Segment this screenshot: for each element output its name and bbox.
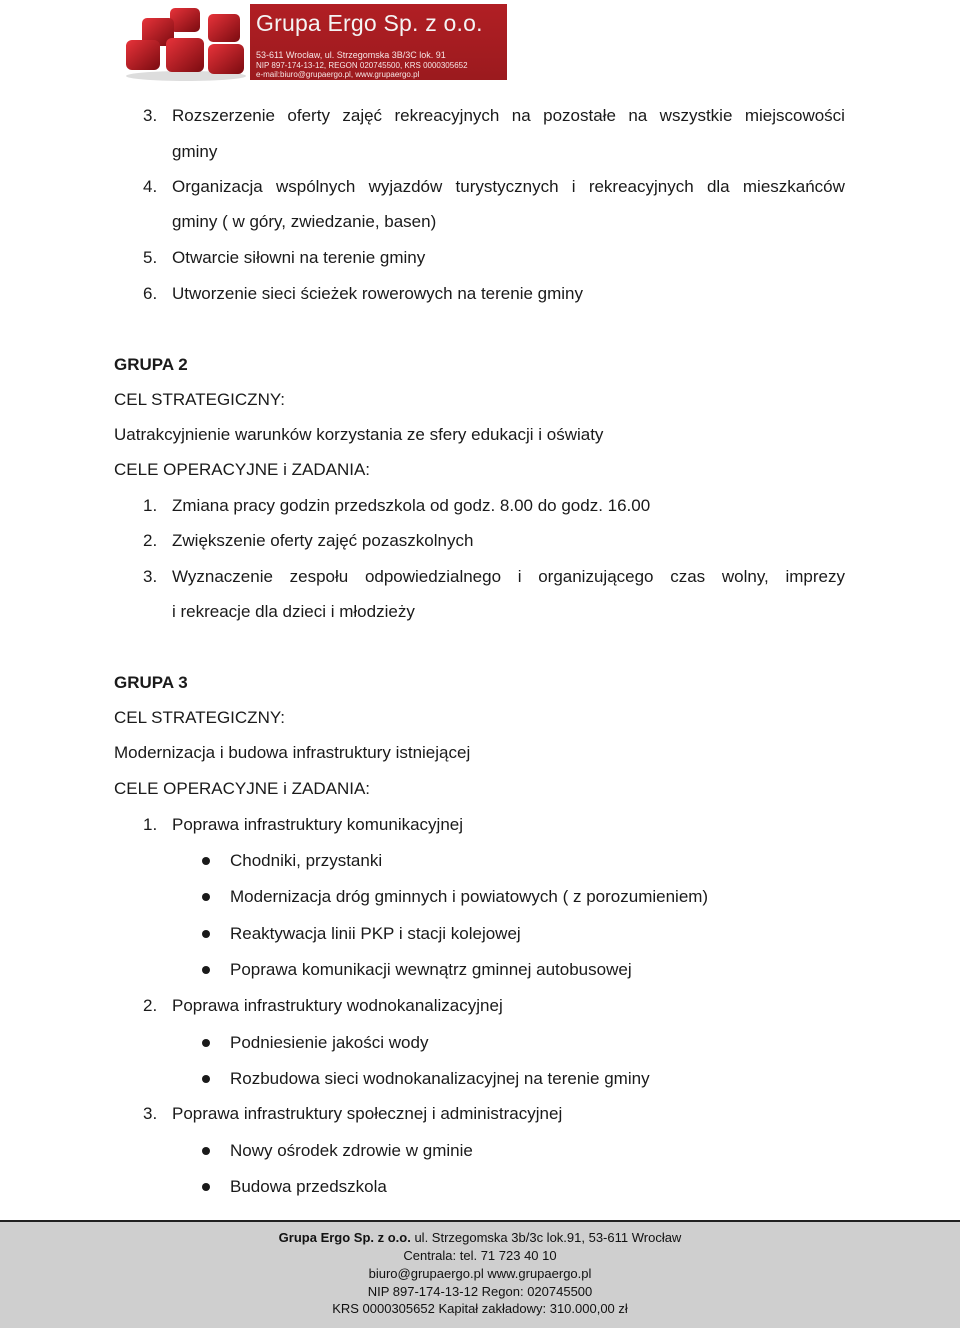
logo-company-name: Grupa Ergo Sp. z o.o. bbox=[256, 10, 483, 36]
word: oferty bbox=[287, 106, 330, 125]
group-heading: GRUPA 3 bbox=[114, 673, 188, 692]
footer-phone: Centrala: tel. 71 723 40 10 bbox=[403, 1248, 557, 1263]
word: imprezy bbox=[785, 567, 845, 586]
bullet-icon bbox=[202, 930, 210, 938]
word: wolny, bbox=[721, 567, 769, 586]
operational-goals-label: CELE OPERACYJNE i ZADANIA: bbox=[114, 460, 371, 479]
list-item-number: 2. bbox=[143, 531, 158, 550]
bullet-item: Budowa przedszkola bbox=[230, 1177, 387, 1196]
list-item-line bbox=[172, 567, 845, 587]
word: zespołu bbox=[289, 567, 349, 586]
word: organizującego bbox=[538, 567, 654, 586]
word: na bbox=[628, 106, 648, 125]
footer-nip: NIP 897-174-13-12 Regon: 020745500 bbox=[367, 1284, 593, 1299]
list-item-continuation: gminy bbox=[172, 142, 218, 161]
word: zajęć bbox=[342, 106, 383, 125]
bullet-item: Poprawa komunikacji wewnątrz gminnej autobusowej bbox=[230, 960, 632, 979]
word: miejscowości bbox=[744, 106, 845, 125]
list-item-line bbox=[172, 106, 845, 126]
bullet-item: Podniesienie jakości wody bbox=[230, 1033, 429, 1052]
list-item-continuation: gminy ( w góry, zwiedzanie, basen) bbox=[172, 212, 437, 231]
footer-company-line bbox=[0, 1230, 960, 1246]
word: wyjazdów bbox=[368, 177, 443, 196]
list-item-line bbox=[172, 177, 845, 197]
bullet-item: Reaktywacja linii PKP i stacji kolejowej bbox=[230, 924, 521, 943]
red-cubes-logo-icon bbox=[122, 4, 250, 82]
bullet-icon bbox=[202, 893, 210, 901]
word: Wyznaczenie bbox=[172, 567, 273, 586]
list-item-text: Zmiana pracy godzin przedszkola od godz. 8.00 do godz. 16.00 bbox=[172, 496, 651, 515]
strategic-goal-label: CEL STRATEGICZNY: bbox=[114, 390, 285, 409]
list-item-number: 3. bbox=[143, 106, 158, 125]
list-item-text: Otwarcie siłowni na terenie gminy bbox=[172, 248, 426, 267]
bullet-icon bbox=[202, 966, 210, 974]
logo-address: 53-611 Wrocław, ul. Strzegomska 3B/3C lok. 91 bbox=[256, 50, 446, 60]
word: rekreacyjnych bbox=[588, 177, 694, 196]
word: wszystkie bbox=[659, 106, 733, 125]
bullet-icon bbox=[202, 1147, 210, 1155]
page-footer bbox=[0, 1220, 960, 1328]
bullet-item: Chodniki, przystanki bbox=[230, 851, 383, 870]
bullet-icon bbox=[202, 1039, 210, 1047]
word: i bbox=[517, 567, 522, 586]
footer-krs: KRS 0000305652 Kapitał zakładowy: 310.000,00 zł bbox=[332, 1301, 628, 1316]
word: Organizacja bbox=[172, 177, 263, 196]
word: na bbox=[511, 106, 531, 125]
bullet-icon bbox=[202, 1183, 210, 1191]
word: pozostałe bbox=[543, 106, 616, 125]
list-item-text: Poprawa infrastruktury wodnokanalizacyjnej bbox=[172, 996, 503, 1015]
bullet-icon bbox=[202, 1075, 210, 1083]
word: odpowiedzialnego bbox=[364, 567, 502, 586]
footer-web: biuro@grupaergo.pl www.grupaergo.pl bbox=[368, 1266, 592, 1281]
list-item-number: 4. bbox=[143, 177, 158, 196]
word: rekreacyjnych bbox=[394, 106, 500, 125]
word: turystycznych bbox=[455, 177, 559, 196]
list-item-number: 6. bbox=[143, 284, 158, 303]
list-item-number: 3. bbox=[143, 1104, 158, 1123]
word: dla bbox=[706, 177, 730, 196]
bullet-item: Modernizacja dróg gminnych i powiatowych ( z porozumieniem) bbox=[230, 887, 709, 906]
logo-contact: e-mail:biuro@grupaergo.pl, www.grupaergo.pl bbox=[256, 70, 420, 79]
list-item-text: Utworzenie sieci ścieżek rowerowych na terenie gminy bbox=[172, 284, 583, 303]
list-item-number: 1. bbox=[143, 496, 158, 515]
operational-goals-label: CELE OPERACYJNE i ZADANIA: bbox=[114, 779, 371, 798]
strategic-goal-text: Modernizacja i budowa infrastruktury istniejącej bbox=[114, 743, 471, 762]
word: i bbox=[571, 177, 576, 196]
group-heading: GRUPA 2 bbox=[114, 355, 188, 374]
word: czas bbox=[670, 567, 706, 586]
list-item-number: 2. bbox=[143, 996, 158, 1015]
footer-company-name: Grupa Ergo Sp. z o.o. bbox=[278, 1230, 411, 1245]
list-item-number: 1. bbox=[143, 815, 158, 834]
list-item-number: 5. bbox=[143, 248, 158, 267]
bullet-icon bbox=[202, 857, 210, 865]
list-item-number: 3. bbox=[143, 567, 158, 586]
logo-registry: NIP 897-174-13-12, REGON 020745500, KRS 0000305652 bbox=[256, 61, 468, 70]
strategic-goal-label: CEL STRATEGICZNY: bbox=[114, 708, 285, 727]
footer-address: ul. Strzegomska 3b/3c lok.91, 53-611 Wrocław bbox=[410, 1230, 682, 1245]
word: Rozszerzenie bbox=[172, 106, 275, 125]
word: mieszkańców bbox=[742, 177, 845, 196]
bullet-item: Nowy ośrodek zdrowie w gminie bbox=[230, 1141, 473, 1160]
logo-banner bbox=[250, 4, 507, 80]
list-item-continuation: i rekreacje dla dzieci i młodzieży bbox=[172, 602, 415, 621]
list-item-text: Poprawa infrastruktury społecznej i administracyjnej bbox=[172, 1104, 563, 1123]
word: wspólnych bbox=[275, 177, 356, 196]
strategic-goal-text: Uatrakcyjnienie warunków korzystania ze sfery edukacji i oświaty bbox=[114, 425, 604, 444]
list-item-text: Zwiększenie oferty zajęć pozaszkolnych bbox=[172, 531, 474, 550]
bullet-item: Rozbudowa sieci wodnokanalizacyjnej na terenie gminy bbox=[230, 1069, 650, 1088]
list-item-text: Poprawa infrastruktury komunikacyjnej bbox=[172, 815, 464, 834]
